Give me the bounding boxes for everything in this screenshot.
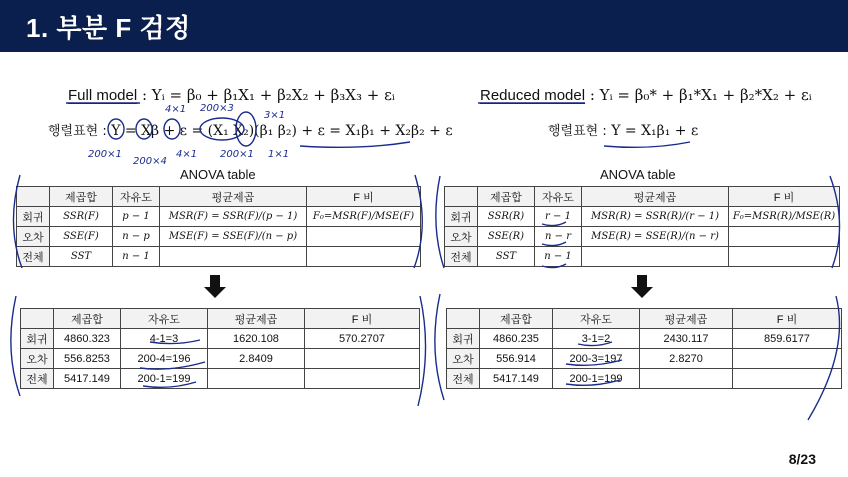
table-cell [729,247,840,267]
header-cell [21,309,54,329]
table-cell [729,227,840,247]
row-label: 오차 [445,227,478,247]
table-cell: 4-1=3 [121,329,208,349]
table-cell: n − 1 [535,247,582,267]
bracket-left-top-r [436,176,444,268]
table-row [445,207,840,227]
full-matrix-formula: Y = Xβ + ε = (X₁ X₂)(β₁ β₂) + ε = X₁β₁ + X₂β₂ + ε [111,123,453,139]
arrow-down-icon [631,287,653,298]
underline-reduced-result [604,142,690,147]
table-header-row [21,309,420,329]
table-cell: SST [50,247,113,267]
arrow-down-icon [204,287,226,298]
underline-full-result [300,142,410,147]
reduced-model-equation [480,86,812,104]
table-row [445,247,840,267]
table-row [21,329,420,349]
table-cell: F₀=MSR(R)/MSE(R) [729,207,840,227]
table-row [447,369,842,389]
table-cell: 200-4=196 [121,349,208,369]
table-cell: 570.2707 [305,329,420,349]
table-cell: 3-1=2 [553,329,640,349]
header-cell: 제곱합 [54,309,121,329]
annotation-200x1-b: 200×1 [220,149,254,160]
header-cell: 제곱합 [480,309,553,329]
table-cell: SSE(F) [50,227,113,247]
table-cell: MSE(F) = SSE(F)/(n − p) [160,227,307,247]
table-cell: n − r [535,227,582,247]
table-cell: 5417.149 [480,369,553,389]
reduced-anova-symbolic-table [444,186,840,267]
table-cell: SSR(F) [50,207,113,227]
header-cell [17,187,50,207]
table-cell [307,227,421,247]
reduced-anova-numeric-table [446,308,842,389]
row-label: 전체 [447,369,480,389]
table-row [17,227,421,247]
table-row [17,247,421,267]
row-label: 오차 [447,349,480,369]
table-cell: MSR(F) = SSR(F)/(p − 1) [160,207,307,227]
table-cell: 4860.235 [480,329,553,349]
header-cell: 제곱합 [50,187,113,207]
table-cell: 1620.108 [208,329,305,349]
header-cell: F 비 [729,187,840,207]
table-cell: 556.8253 [54,349,121,369]
full-matrix-expression [48,120,453,139]
table-cell [160,247,307,267]
reduced-model-label: Reduced model [480,87,586,104]
table-row [21,349,420,369]
header-cell: 자유도 [113,187,160,207]
table-cell [208,369,305,389]
table-cell: p − 1 [113,207,160,227]
table-cell: F₀=MSR(F)/MSE(F) [307,207,421,227]
table-cell: 859.6177 [733,329,842,349]
table-row [21,369,420,389]
table-cell: 2.8409 [208,349,305,369]
table-row [17,207,421,227]
full-anova-symbolic-table [16,186,421,267]
annotation-3x1: 3×1 [264,110,286,121]
reduced-anova-title: ANOVA table [600,167,676,182]
annotation-1x1: 1×1 [268,149,290,160]
title-bar [0,0,848,52]
table-header-row [447,309,842,329]
header-cell: 자유도 [535,187,582,207]
annotation-200x3: 200×3 [200,103,234,114]
full-matrix-label: 행렬표현 : [48,124,107,139]
reduced-model-formula: : Yᵢ = β₀* + β₁*X₁ + β₂*X₂ + εᵢ [589,86,812,104]
table-cell: 2430.117 [640,329,733,349]
table-cell: 200-3=197 [553,349,640,369]
table-cell [640,369,733,389]
row-label: 오차 [17,227,50,247]
table-cell [733,349,842,369]
table-cell [733,369,842,389]
annotation-4x1-b: 4×1 [176,149,198,160]
table-cell: MSR(R) = SSR(R)/(r − 1) [582,207,729,227]
table-cell: 556.914 [480,349,553,369]
bracket-left-bottom [11,296,20,396]
header-cell [447,309,480,329]
table-cell: 4860.323 [54,329,121,349]
table-cell: 2.8270 [640,349,733,369]
row-label: 회귀 [21,329,54,349]
row-label: 전체 [21,369,54,389]
table-cell: r − 1 [535,207,582,227]
row-label: 전체 [17,247,50,267]
table-cell: 5417.149 [54,369,121,389]
header-cell: 자유도 [553,309,640,329]
header-cell: 자유도 [121,309,208,329]
bracket-left-bottom-r [435,294,444,400]
row-label: 회귀 [445,207,478,227]
table-cell [305,369,420,389]
table-cell: 200-1=199 [121,369,208,389]
table-cell: MSE(R) = SSE(R)/(n − r) [582,227,729,247]
table-cell: SST [478,247,535,267]
table-cell: n − p [113,227,160,247]
reduced-matrix-label: 행렬표현 : [548,124,607,139]
header-cell: F 비 [305,309,420,329]
table-header-row [17,187,421,207]
header-cell: 평균제곱 [208,309,305,329]
arrow-shaft-left [210,275,220,287]
table-row [447,349,842,369]
table-cell: SSR(R) [478,207,535,227]
annotation-4x1: 4×1 [165,104,187,115]
arrow-shaft-right [637,275,647,287]
table-row [447,329,842,349]
row-label: 오차 [21,349,54,369]
table-cell: n − 1 [113,247,160,267]
table-cell [305,349,420,369]
header-cell: 평균제곱 [160,187,307,207]
full-model-label: Full model [68,87,138,104]
header-cell: 평균제곱 [582,187,729,207]
header-cell: 평균제곱 [640,309,733,329]
row-label: 회귀 [17,207,50,227]
full-model-formula: : Yᵢ = β₀ + β₁X₁ + β₂X₂ + β₃X₃ + εᵢ [141,86,395,104]
table-cell: SSE(R) [478,227,535,247]
table-cell [307,247,421,267]
annotation-200x1: 200×1 [88,149,122,160]
table-cell: 200-1=199 [553,369,640,389]
reduced-matrix-formula: Y = X₁β₁ + ε [611,123,699,139]
table-header-row [445,187,840,207]
row-label: 전체 [445,247,478,267]
full-model-equation [68,86,395,104]
row-label: 회귀 [447,329,480,349]
header-cell [445,187,478,207]
table-row [445,227,840,247]
page-title: 1. 부분 F 검정 [26,13,191,43]
header-cell: F 비 [733,309,842,329]
full-anova-numeric-table [20,308,420,389]
header-cell: F 비 [307,187,421,207]
full-anova-title: ANOVA table [180,167,256,182]
page-number: 8/23 [788,451,816,467]
reduced-matrix-expression [548,120,698,139]
table-cell [582,247,729,267]
annotation-200x4: 200×4 [133,156,167,167]
header-cell: 제곱합 [478,187,535,207]
